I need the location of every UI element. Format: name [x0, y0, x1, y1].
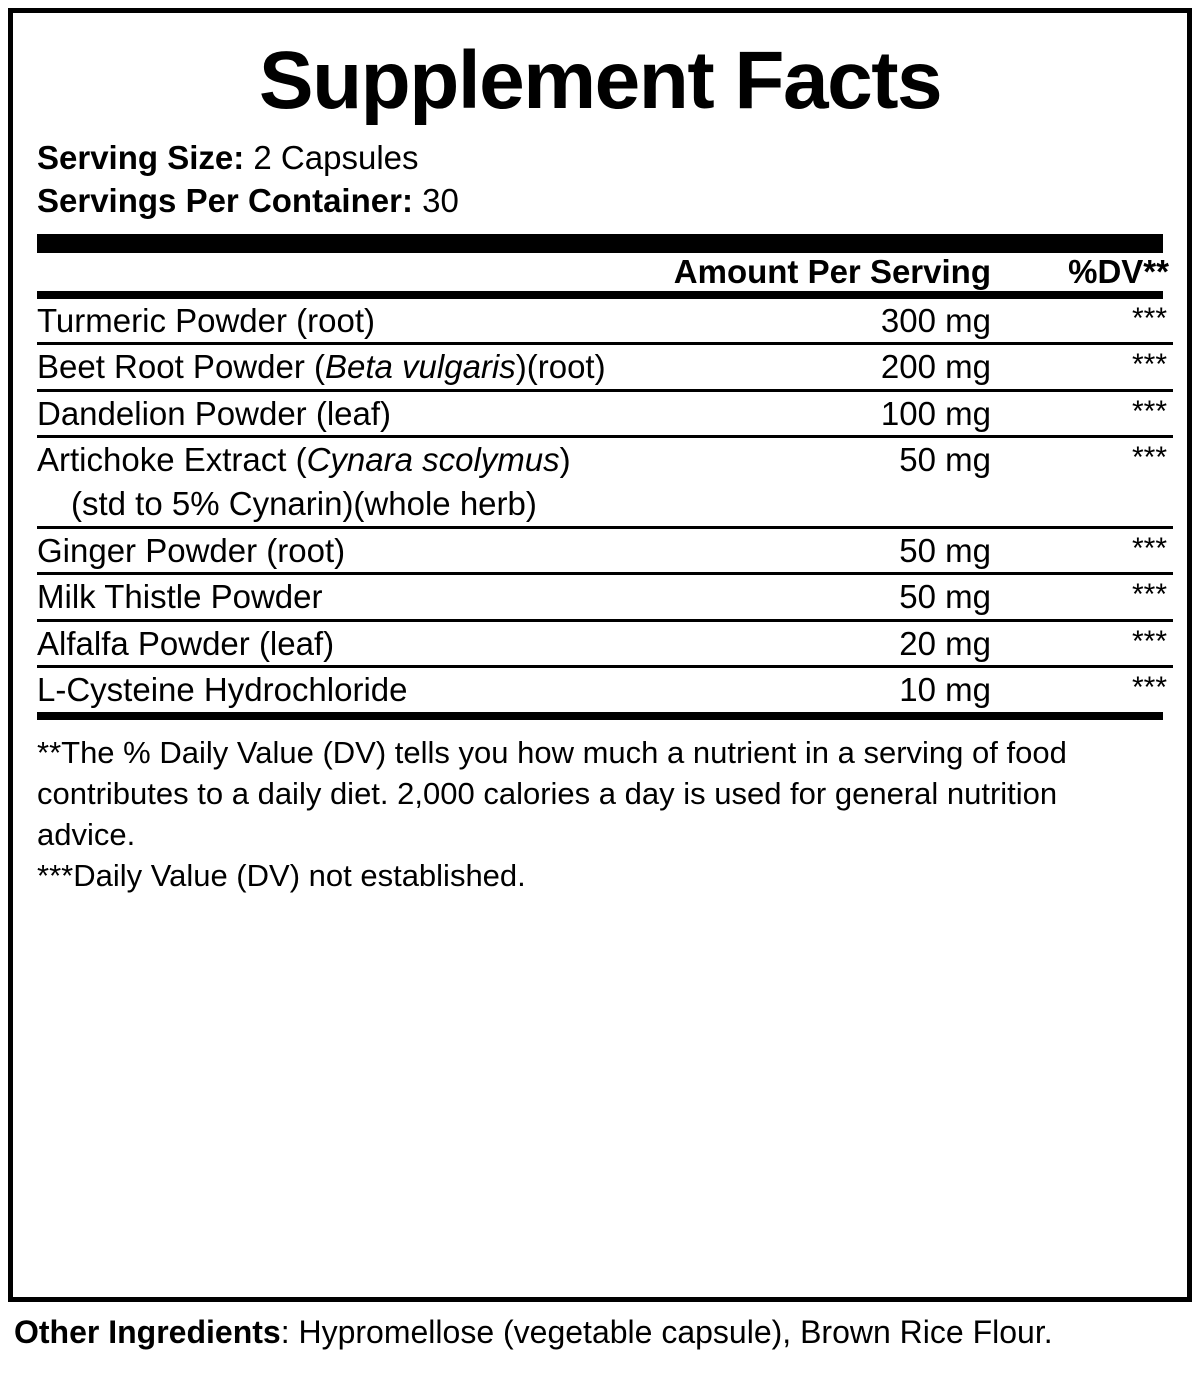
ingredient-name [37, 622, 637, 666]
ingredient-amount: 50 mg [899, 531, 991, 569]
ingredient-name-text: Turmeric Powder (root) [37, 301, 376, 339]
other-ingredients-label: Other Ingredients [14, 1314, 281, 1350]
ingredient-name-text: Dandelion Powder (leaf) [37, 394, 392, 432]
ingredient-dv: *** [1131, 578, 1167, 612]
divider-medium-header [37, 291, 1163, 299]
ingredient-amount: 200 mg [880, 348, 991, 386]
ingredient-amount: 50 mg [899, 578, 991, 616]
ingredient-name [37, 529, 637, 573]
table-row [37, 529, 1173, 573]
servings-per-container-value: 30 [422, 181, 459, 219]
ingredient-amount: 50 mg [899, 441, 991, 479]
ingredient-dv: *** [1131, 671, 1167, 705]
table-row [37, 299, 1173, 343]
ingredient-name [37, 438, 637, 525]
ingredient-name-text: Alfalfa Powder (leaf) [37, 624, 335, 662]
ingredient-name-latin: Beta vulgaris [324, 348, 516, 386]
servings-per-container-label: Servings Per Container: [37, 181, 413, 219]
ingredient-name [37, 575, 637, 619]
ingredient-dv: *** [1131, 301, 1167, 335]
ingredient-name [37, 299, 637, 343]
ingredient-amount: 10 mg [899, 671, 991, 709]
ingredient-name-sub: (std to 5% Cynarin)(whole herb) [71, 485, 537, 523]
ingredient-amount: 300 mg [880, 301, 991, 339]
ingredient-dv: *** [1131, 441, 1167, 475]
ingredient-name [37, 668, 637, 712]
ingredient-name-tail: )(root) [515, 348, 606, 386]
ingredient-name-text: Milk Thistle Powder [37, 578, 323, 616]
ingredients-table [37, 299, 1173, 712]
servings-per-container-line [37, 180, 1163, 222]
ingredient-name-text: L-Cysteine Hydrochloride [37, 671, 408, 709]
ingredient-name-text: Ginger Powder (root) [37, 531, 346, 569]
header-amount-per-serving: Amount Per Serving [673, 252, 991, 290]
footnote-not-established: ***Daily Value (DV) not established. [37, 858, 526, 894]
header-percent-dv: %DV** [1068, 252, 1169, 290]
ingredient-dv: *** [1131, 394, 1167, 428]
ingredient-name-latin: Cynara scolymus [306, 441, 560, 479]
table-row [37, 668, 1173, 712]
table-row [37, 622, 1173, 666]
table-header-row [37, 253, 1173, 291]
divider-thick-top [37, 234, 1163, 253]
other-ingredients [8, 1312, 1192, 1354]
divider-medium-bottom [37, 712, 1163, 720]
ingredient-name-text: Beet Root Powder ( [37, 348, 325, 386]
ingredient-name [37, 392, 637, 436]
ingredient-name [37, 345, 637, 389]
ingredient-name-text: Artichoke Extract ( [37, 441, 307, 479]
serving-size-line [37, 137, 1163, 179]
page-title: Supplement Facts [258, 35, 942, 126]
ingredient-dv: *** [1131, 624, 1167, 658]
ingredient-name-tail: ) [559, 441, 571, 479]
table-row [37, 575, 1173, 619]
footnotes [37, 720, 1163, 897]
other-ingredients-text: : Hypromellose (vegetable capsule), Brown Rice Flour. [280, 1314, 1053, 1350]
serving-size-label: Serving Size: [37, 139, 245, 177]
header-blank [37, 253, 637, 291]
table-row [37, 345, 1173, 389]
table-row [37, 438, 1173, 525]
supplement-facts-panel [8, 8, 1192, 1302]
ingredient-dv: *** [1131, 348, 1167, 382]
serving-size-value: 2 Capsules [253, 139, 419, 177]
facts-table [37, 253, 1173, 291]
ingredient-dv: *** [1131, 531, 1167, 565]
footnote-daily-value: **The % Daily Value (DV) tells you how much a nutrient in a serving of food contributes to a daily diet. 2,000 calories a day is used for general nutrition advice. [37, 734, 1067, 853]
ingredient-amount: 20 mg [899, 624, 991, 662]
table-row [37, 392, 1173, 436]
ingredient-amount: 100 mg [880, 394, 991, 432]
